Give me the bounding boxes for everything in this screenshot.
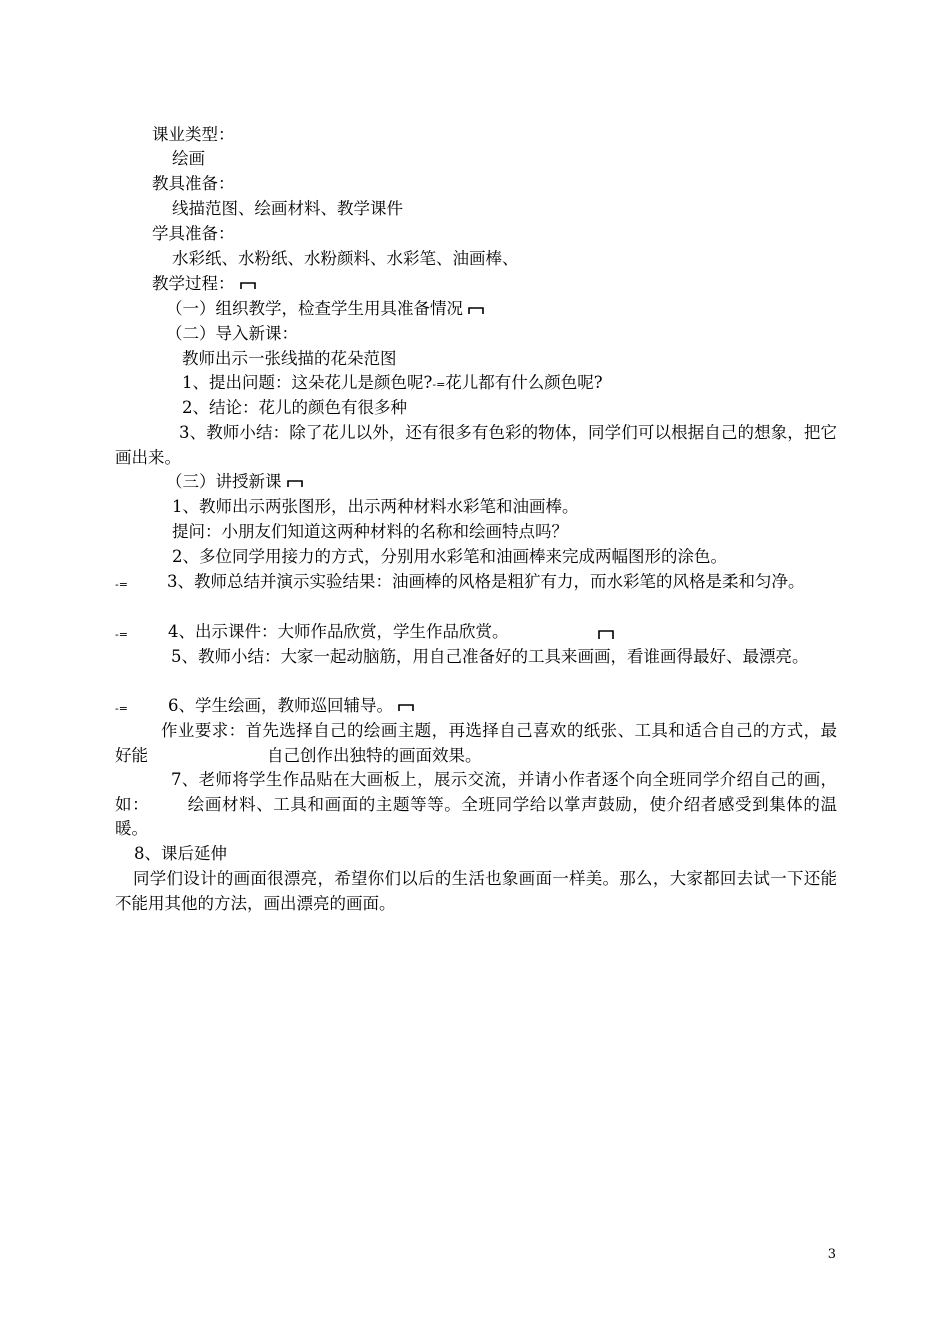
step-two-question-line — [182, 371, 603, 397]
step-two-conclusion: 2、结论：花儿的颜色有很多种 — [182, 398, 407, 417]
student-tools-label: 学具准备： — [152, 224, 235, 243]
lesson-type-label: 课业类型： — [152, 125, 235, 144]
step-three-item-3: 3、教师总结并演示实验结果：油画棒的风格是粗犷有力，而水彩笔的风格是柔和匀净。 — [167, 572, 805, 591]
lesson-type-value: 绘画 — [172, 149, 205, 168]
process-label-line — [152, 272, 256, 296]
homework-requirement — [115, 719, 837, 768]
layout-mark-icon — [287, 478, 303, 488]
process-label: 教学过程： — [152, 274, 235, 293]
step-two-question-b: 花儿都有什么颜色呢? — [445, 373, 603, 392]
step-two-summary: 3、教师小结：除了花儿以外，还有很多有色彩的物体，同学们可以根据自己的想象，把它画出来。 — [115, 423, 837, 467]
step-three-item-1: 1、教师出示两张图形，出示两种材料水彩笔和油画棒。 — [172, 497, 579, 516]
step-two-question: 1、提出问题：这朵花儿是颜色呢? — [182, 373, 433, 392]
homework-text-a: 作业要求：首先选择自己的绘画主题，再选择自己喜欢的纸张、工具和适合自己的方式，最好能 — [115, 721, 837, 765]
layout-mark-icon — [240, 280, 256, 290]
step-two-intro: 教师出示一张线描的花朵范图 — [182, 349, 397, 368]
extension-text: 同学们设计的画面很漂亮，希望你们以后的生活也象画面一样美。那么，大家都回去试一下还能不能用其他的方法，画出漂亮的画面。 — [115, 869, 837, 913]
layout-mark-icon — [598, 623, 614, 647]
equals-mark-icon: -= — [115, 578, 128, 591]
step-three: （三）讲授新课 — [166, 472, 282, 491]
step-three-line — [166, 470, 303, 494]
step-one: （一）组织教学，检查学生用具准备情况 — [166, 299, 463, 318]
step-three-item-5: 5、教师小结：大家一起动脑筋，用自己准备好的工具来画画，看谁画得最好、最漂亮。 — [171, 647, 809, 666]
teacher-tools-label: 教具准备： — [152, 174, 235, 193]
equals-mark-icon: -= — [115, 628, 128, 641]
step-three-question: 提问：小朋友们知道这两种材料的名称和绘画特点吗？ — [172, 522, 568, 541]
homework-text-b: 自己创作出独特的画面效果。 — [267, 745, 482, 765]
step-three-item-6-line — [168, 694, 414, 718]
step-one-line — [166, 297, 484, 321]
step-three-item-2: 2、多位同学用接力的方式，分别用水彩笔和油画棒来完成两幅图形的涂色。 — [172, 547, 727, 566]
student-tools-value: 水彩纸、水粉纸、水粉颜料、水彩笔、油画棒、 — [172, 249, 519, 268]
step-two: （二）导入新课： — [166, 324, 298, 343]
equals-mark-icon: -= — [432, 378, 446, 391]
step-three-item-7-a: 7、老师将学生作品贴在大画板上，展示交流，并请小作者逐个向全班同学介绍自己的画，如： — [115, 770, 837, 814]
layout-mark-icon — [398, 702, 414, 712]
step-three-item-7 — [115, 768, 837, 842]
step-three-item-7-b: 绘画材料、工具和画面的主题等等。全班同学给以掌声鼓励，使介绍者感受到集体的温暖。 — [115, 794, 838, 838]
teacher-tools-value: 线描范图、绘画材料、教学课件 — [172, 199, 403, 218]
page-number: 3 — [827, 1247, 836, 1262]
equals-mark-icon: -= — [115, 702, 128, 715]
layout-mark-icon — [468, 305, 484, 315]
step-three-item-6: 6、学生绘画，教师巡回辅导。 — [168, 696, 393, 715]
extension-heading: 8、课后延伸 — [134, 844, 227, 863]
step-three-item-4: 4、出示课件：大师作品欣赏，学生作品欣赏。 — [168, 622, 509, 641]
